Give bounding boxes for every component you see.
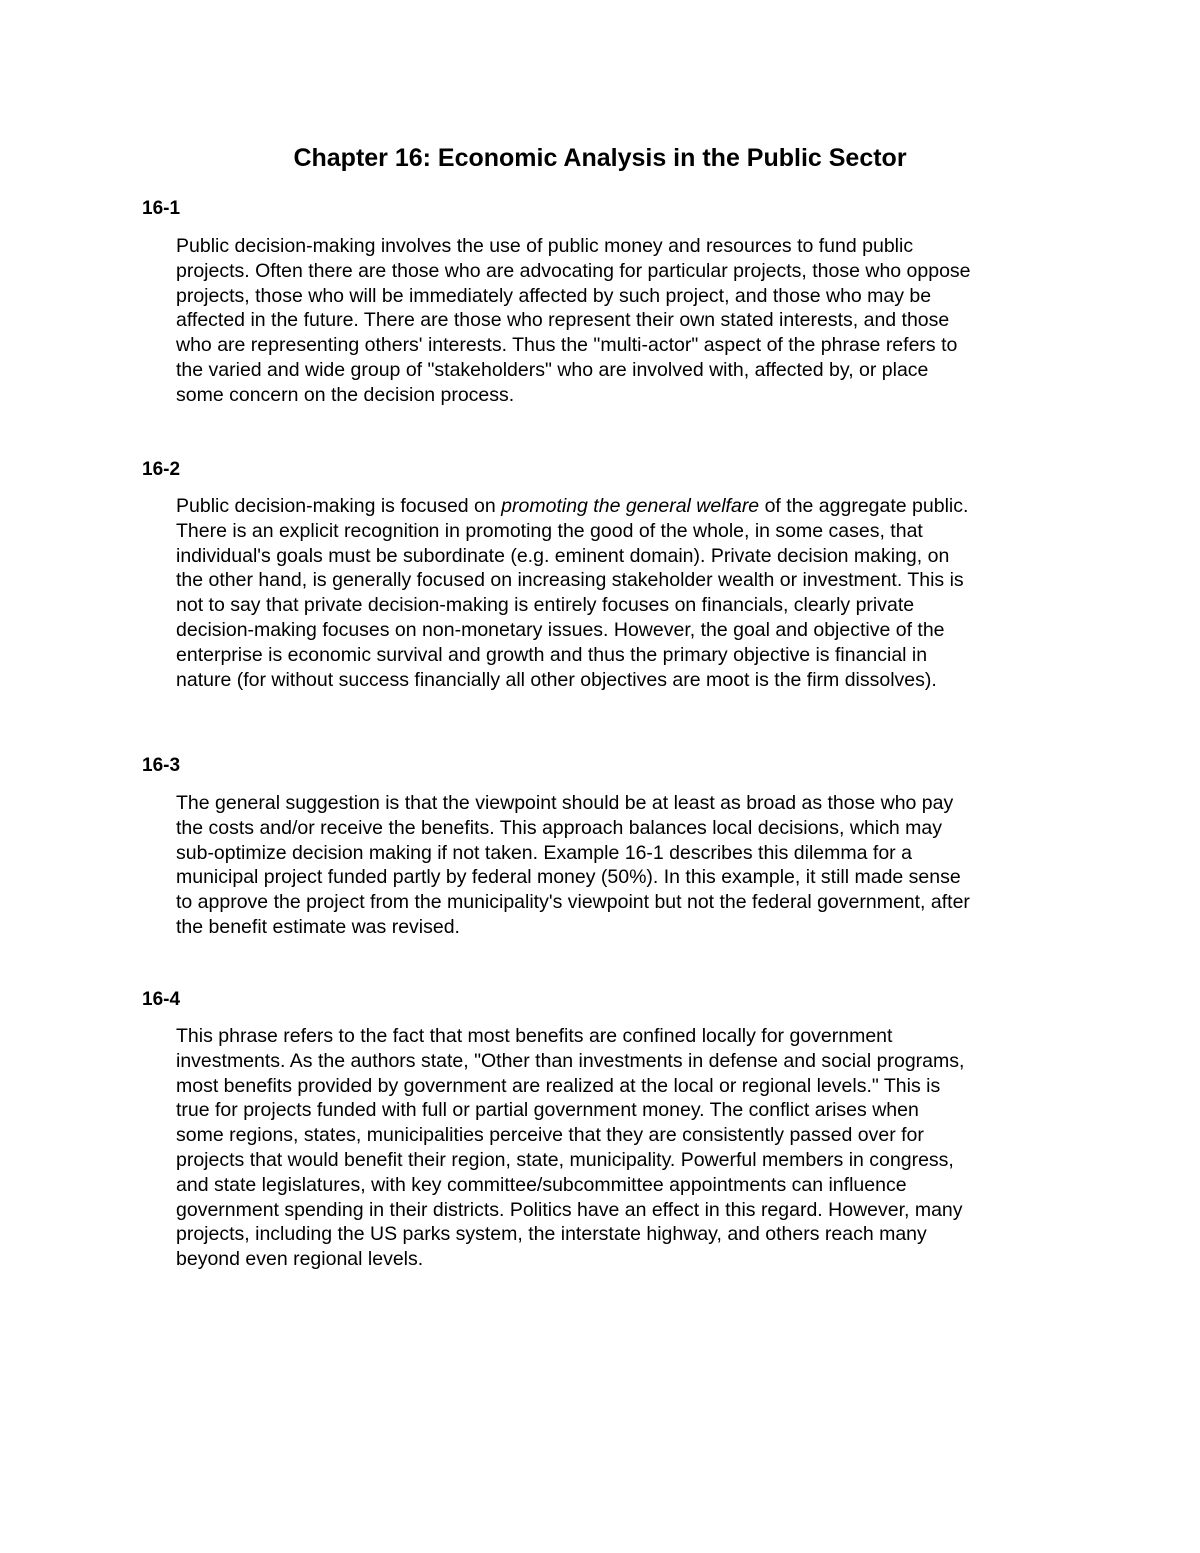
paragraph-line: enterprise is economic survival and growth and thus the primary objective is financial in	[176, 643, 928, 666]
paragraph-line	[176, 494, 1076, 519]
paragraph-line: the other hand, is generally focused on increasing stakeholder wealth or investment. This is	[176, 569, 964, 592]
page-title: Chapter 16: Economic Analysis in the Public Sector	[293, 144, 907, 172]
paragraph-line: the varied and wide group of "stakeholders" who are involved with, affected by, or place	[176, 358, 929, 381]
paragraph-line: decision-making focuses on non-monetary issues. However, the goal and objective of the	[176, 618, 945, 641]
paragraph-line: Public decision-making involves the use of public money and resources to fund public	[176, 235, 914, 257]
paragraph-line: nature (for without success financially all other objectives are moot is the firm dissolves).	[176, 668, 937, 691]
paragraph-line: some regions, states, municipalities perceive that they are consistently passed over for	[176, 1124, 924, 1147]
paragraph-line: The general suggestion is that the viewpoint should be at least as broad as those who pay	[176, 792, 954, 814]
text-run: Public decision-making is focused on	[176, 495, 502, 517]
paragraph-line: municipal project funded partly by federal money (50%). In this example, it still made sense	[176, 866, 961, 889]
section-label-16-2: 16-2	[142, 459, 181, 480]
paragraph-line: affected in the future. There are those who represent their own stated interests, and those	[176, 309, 950, 332]
paragraph-line: not to say that private decision-making is entirely focuses on financials, clearly private	[176, 594, 915, 617]
paragraph-line: projects that would benefit their region, state, municipality. Powerful members in congress,	[176, 1148, 954, 1171]
emphasis-text: promoting the general welfare	[501, 495, 760, 517]
section-paragraph-16-4	[176, 1024, 1076, 1272]
section-paragraph-16-3	[176, 791, 1076, 940]
text-run: of the aggregate public.	[759, 495, 969, 517]
paragraph-line: individual's goals must be subordinate (e.g. eminent domain). Private decision making, on	[176, 544, 950, 567]
paragraph-line: the benefit estimate was revised.	[176, 915, 460, 938]
paragraph-line: projects, those who will be immediately affected by such project, and those who may be	[176, 284, 932, 307]
paragraph-line: and state legislatures, with key committee/subcommittee appointments can influence	[176, 1173, 907, 1196]
section-label-16-3: 16-3	[142, 755, 181, 776]
paragraph-line: to approve the project from the municipality's viewpoint but not the federal government, after	[176, 891, 970, 914]
section-paragraph-16-2	[176, 494, 1076, 692]
paragraph-line: the costs and/or receive the benefits. This approach balances local decisions, which may	[176, 816, 942, 839]
paragraph-line: projects. Often there are those who are advocating for particular projects, those who oppose	[176, 259, 971, 282]
paragraph-line: projects, including the US parks system, the interstate highway, and others reach many	[176, 1223, 927, 1246]
paragraph-line: There is an explicit recognition in promoting the good of the whole, in some cases, that	[176, 519, 923, 542]
paragraph-line: sub-optimize decision making if not taken. Example 16-1 describes this dilemma for a	[176, 841, 912, 864]
section-label-16-1: 16-1	[142, 198, 181, 219]
paragraph-line: some concern on the decision process.	[176, 383, 515, 406]
section-paragraph-16-1	[176, 234, 1076, 408]
paragraph-line: who are representing others' interests. Thus the "multi-actor" aspect of the phrase refers to	[176, 334, 958, 357]
paragraph-line: This phrase refers to the fact that most benefits are confined locally for government	[176, 1025, 893, 1047]
paragraph-line: government spending in their districts. Politics have an effect in this regard. However, many	[176, 1198, 963, 1221]
paragraph-line: most benefits provided by government are realized at the local or regional levels." This is	[176, 1074, 941, 1097]
section-label-16-4: 16-4	[142, 989, 181, 1010]
paragraph-line: investments. As the authors state, "Other than investments in defense and social programs,	[176, 1049, 965, 1072]
paragraph-line: beyond even regional levels.	[176, 1248, 424, 1271]
paragraph-line: true for projects funded with full or partial government money. The conflict arises when	[176, 1099, 919, 1122]
